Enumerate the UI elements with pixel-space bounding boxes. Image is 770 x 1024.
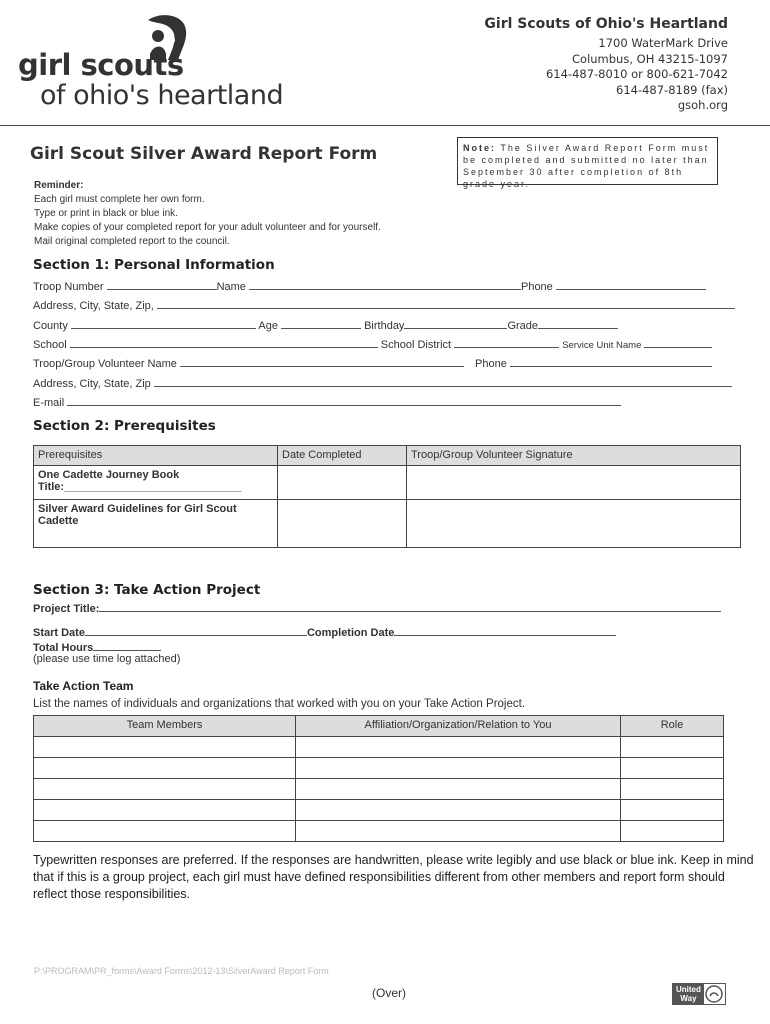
table-row xyxy=(34,800,724,821)
reminder-block xyxy=(34,179,381,249)
org-address-2: Columbus, OH 43215-1097 xyxy=(572,51,728,66)
troop-number-label: Troop Number xyxy=(33,281,104,293)
team-member-cell[interactable] xyxy=(34,800,296,821)
header-divider xyxy=(0,125,770,126)
completion-date-label: Completion Date xyxy=(306,627,395,639)
phone-label: Phone xyxy=(520,281,553,293)
prerequisites-table xyxy=(33,445,741,548)
prereq-cell xyxy=(34,466,278,500)
project-title-label: Project Title: xyxy=(33,603,100,615)
column-header: Date Completed xyxy=(278,446,407,466)
column-header: Role xyxy=(621,716,724,737)
email-label: E-mail xyxy=(33,397,65,409)
affiliation-cell[interactable] xyxy=(296,737,621,758)
volunteer-name-field[interactable] xyxy=(180,357,464,367)
table-row xyxy=(34,779,724,800)
name-label: Name xyxy=(216,281,246,293)
team-member-cell[interactable] xyxy=(34,821,296,842)
united-way-wordmark xyxy=(673,984,704,1004)
org-website: gsoh.org xyxy=(677,98,728,112)
column-header: Troop/Group Volunteer Signature xyxy=(407,446,741,466)
start-date-field[interactable] xyxy=(85,626,307,636)
prereq-cell xyxy=(34,500,278,548)
table-row xyxy=(34,821,724,842)
logo-wordmark: girl scouts xyxy=(18,48,184,82)
section3-heading: Section 3: Take Action Project xyxy=(33,582,261,598)
section1-heading: Section 1: Personal Information xyxy=(33,257,275,273)
service-unit-label: Service Unit Name xyxy=(562,340,642,351)
affiliation-cell[interactable] xyxy=(296,758,621,779)
role-cell[interactable] xyxy=(621,821,724,842)
age-field[interactable] xyxy=(281,319,361,329)
school-district-label: School District xyxy=(380,339,452,351)
org-address-1: 1700 WaterMark Drive xyxy=(598,36,728,50)
volunteer-address-label: Address, City, State, Zip xyxy=(33,378,151,390)
service-unit-field[interactable] xyxy=(644,338,712,348)
email-field[interactable] xyxy=(67,396,621,406)
column-header: Prerequisites xyxy=(34,446,278,466)
note-label: Note: xyxy=(463,143,496,153)
team-instructions: List the names of individuals and organizations that worked with you on your Take Action Project. xyxy=(33,698,526,710)
over-label: (Over) xyxy=(372,986,406,1000)
completion-date-field[interactable] xyxy=(394,626,616,636)
county-label: County xyxy=(33,320,68,332)
role-cell[interactable] xyxy=(621,800,724,821)
birthday-field[interactable] xyxy=(404,319,507,329)
volunteer-phone-label: Phone xyxy=(475,358,507,370)
name-field[interactable] xyxy=(249,280,521,290)
team-heading: Take Action Team xyxy=(33,679,134,693)
school-label: School xyxy=(33,339,67,351)
form-title: Girl Scout Silver Award Report Form xyxy=(30,144,378,164)
prereq-journey-book: One Cadette Journey Book xyxy=(38,469,180,481)
affiliation-cell[interactable] xyxy=(296,821,621,842)
team-table xyxy=(33,715,724,842)
address-field[interactable] xyxy=(157,299,735,309)
reminder-line: Each girl must complete her own form. xyxy=(34,194,205,205)
united-way-hand-icon xyxy=(704,984,724,1004)
org-phone: 614-487-8010 or 800-621-7042 xyxy=(545,67,728,81)
team-member-cell[interactable] xyxy=(34,737,296,758)
united-way-logo xyxy=(672,983,726,1005)
role-cell[interactable] xyxy=(621,737,724,758)
total-hours-label: Total Hours xyxy=(33,642,94,654)
grade-label: Grade xyxy=(507,320,539,332)
birthday-label: Birthday xyxy=(364,320,405,332)
closing-paragraph: Typewritten responses are preferred. If the responses are handwritten, please write legibly and use black or blue ink. Keep in mind that if this is a group project, each girl must have defined responsibilities different from other members and report form should reflect those responsibilities. xyxy=(33,853,754,901)
united-way-line2: Way xyxy=(680,994,697,1003)
table-row xyxy=(34,737,724,758)
reminder-line: Type or print in black or blue ink. xyxy=(34,208,178,219)
phone-field[interactable] xyxy=(556,280,706,290)
united-way-line1: United xyxy=(676,985,701,994)
prereq-guidelines: Silver Award Guidelines for Girl Scout xyxy=(38,503,237,515)
age-label: Age xyxy=(258,320,278,332)
reminder-line: Mail original completed report to the council. xyxy=(34,236,230,247)
date-completed-cell[interactable] xyxy=(278,500,407,548)
school-district-field[interactable] xyxy=(454,338,559,348)
team-member-cell[interactable] xyxy=(34,758,296,779)
logo-subtitle: of ohio's heartland xyxy=(40,80,284,111)
org-name: Girl Scouts of Ohio's Heartland xyxy=(484,16,728,32)
affiliation-cell[interactable] xyxy=(296,779,621,800)
role-cell[interactable] xyxy=(621,779,724,800)
prereq-journey-title: Title:_____________________________ xyxy=(38,481,242,493)
prereq-guidelines-2: Cadette xyxy=(38,515,79,527)
org-contact-block xyxy=(484,16,728,114)
start-date-label: Start Date xyxy=(33,627,85,639)
table-row xyxy=(34,758,724,779)
deadline-note xyxy=(457,137,718,189)
school-field[interactable] xyxy=(70,338,378,348)
project-title-field[interactable] xyxy=(99,602,721,612)
volunteer-name-label: Troop/Group Volunteer Name xyxy=(33,358,177,370)
section2-heading: Section 2: Prerequisites xyxy=(33,418,216,434)
county-field[interactable] xyxy=(71,319,256,329)
date-completed-cell[interactable] xyxy=(278,466,407,500)
total-hours-field[interactable] xyxy=(93,641,161,651)
troop-number-field[interactable] xyxy=(107,280,217,290)
signature-cell[interactable] xyxy=(407,466,741,500)
org-fax: 614-487-8189 (fax) xyxy=(616,82,728,97)
role-cell[interactable] xyxy=(621,758,724,779)
reminder-line: Make copies of your completed report for your adult volunteer and for yourself. xyxy=(34,222,381,233)
team-member-cell[interactable] xyxy=(34,779,296,800)
time-log-note: (please use time log attached) xyxy=(33,653,181,665)
note-text: The Silver Award Report Form must be completed and submitted no later than September 30 after completion of 8th grade year. xyxy=(463,143,710,189)
table-row xyxy=(34,466,741,500)
column-header: Affiliation/Organization/Relation to You xyxy=(296,716,621,737)
reminder-heading: Reminder: xyxy=(34,180,84,191)
grade-field[interactable] xyxy=(538,319,618,329)
address-label: Address, City, State, Zip, xyxy=(33,300,154,312)
table-row xyxy=(34,500,741,548)
affiliation-cell[interactable] xyxy=(296,800,621,821)
volunteer-address-field[interactable] xyxy=(154,377,732,387)
column-header: Team Members xyxy=(34,716,296,737)
volunteer-phone-field[interactable] xyxy=(510,357,712,367)
signature-cell[interactable] xyxy=(407,500,741,548)
file-path: P:\PROGRAM\PR_forms\Award Forms\2012-13\SilverAward Report Form xyxy=(34,966,329,976)
